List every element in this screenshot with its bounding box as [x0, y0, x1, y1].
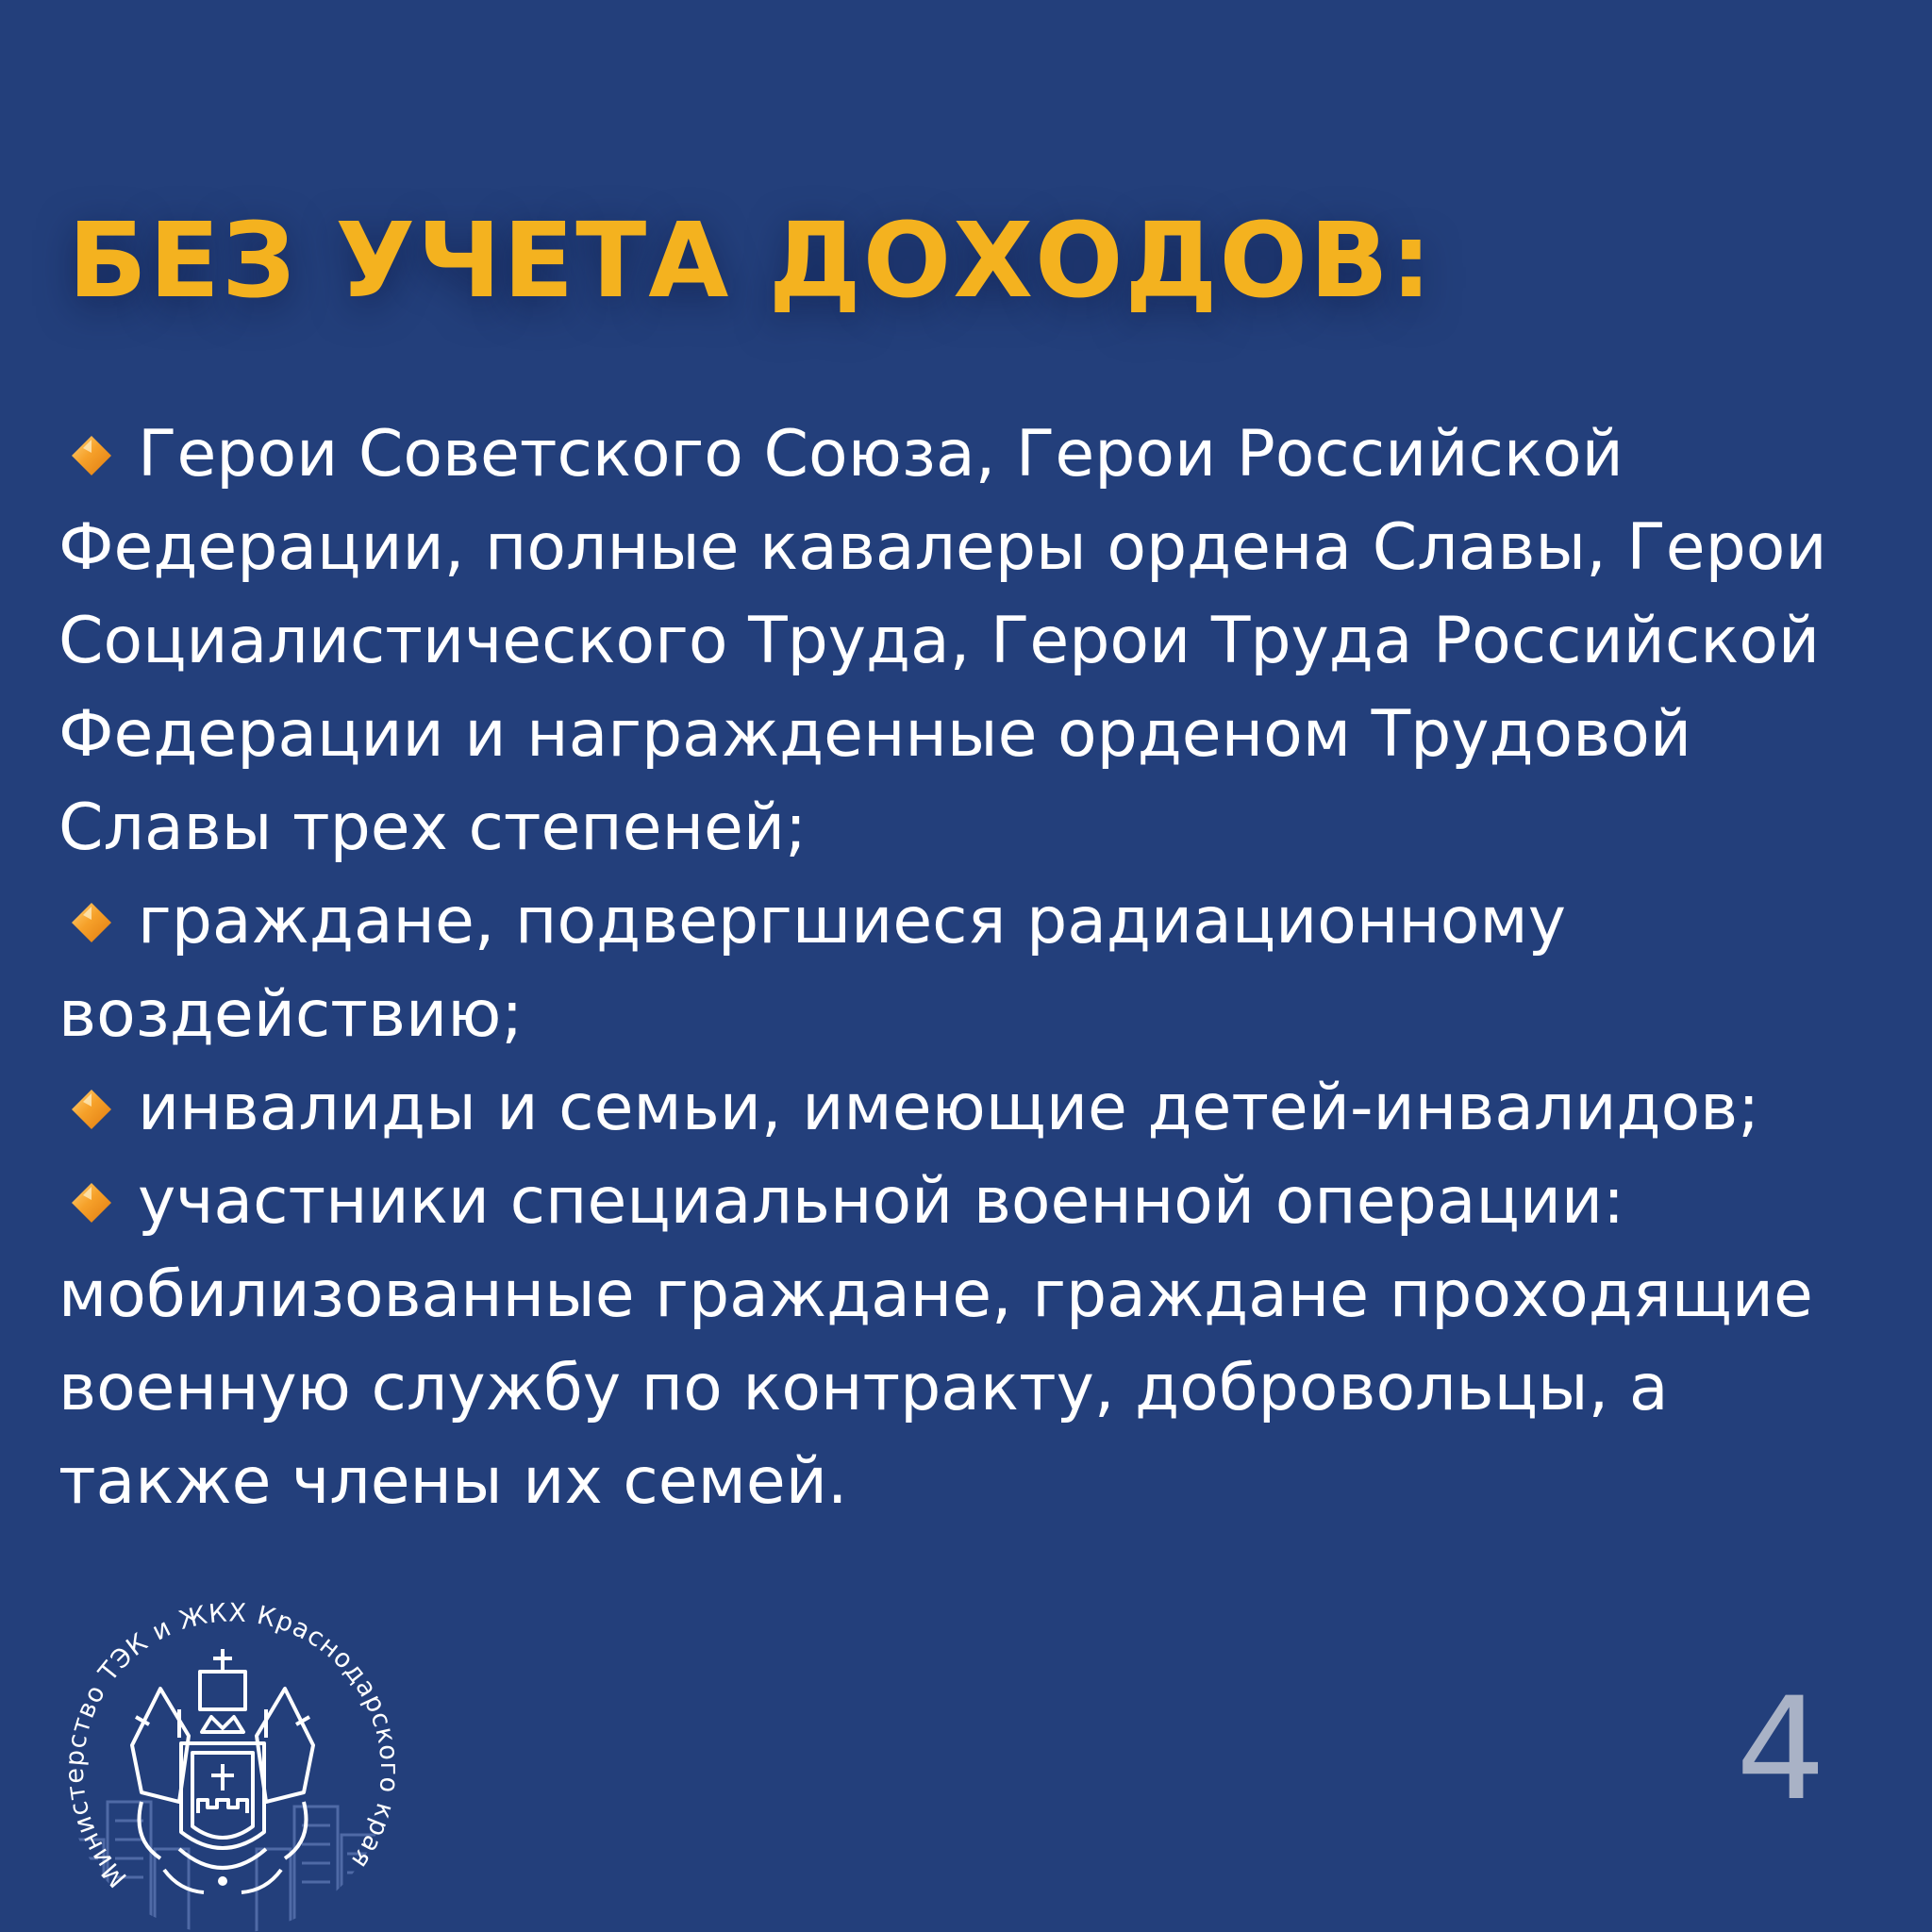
- page-number: 4: [1736, 1668, 1826, 1832]
- list-item: [58, 1061, 1889, 1155]
- list-item: [58, 874, 1889, 1061]
- list-item-text: граждане, подвергшиеся радиационному воздействию;: [58, 884, 1566, 1052]
- list-item-text: участники специальной военной операции: мобилизованные граждане, граждане проходящие военную службу по контракту, добровольцы, а также члены их семей.: [58, 1164, 1813, 1519]
- list-item-text: Герои Советского Союза, Герои Российской Федерации, полные кавалеры ордена Славы, Герои Социалистического Труда, Герои Труда Российской Федерации и награжденные орденом Трудовой Славы трех степеней;: [58, 417, 1827, 865]
- list-item: [58, 408, 1889, 874]
- ministry-logo: [38, 1566, 415, 1932]
- logo-circular-text: Министерство ТЭК и ЖКХ Краснодарского края: [59, 1598, 405, 1893]
- page-title: БЕЗ УЧЕТА ДОХОДОВ:: [68, 200, 1434, 321]
- orange-diamond-icon: [70, 434, 113, 477]
- orange-diamond-icon: [70, 1088, 113, 1131]
- orange-diamond-icon: [70, 1181, 113, 1224]
- list-item-text: инвалиды и семьи, имеющие детей-инвалидов;: [138, 1071, 1760, 1145]
- benefit-list: [58, 408, 1889, 1528]
- list-item: [58, 1155, 1889, 1528]
- orange-diamond-icon: [70, 901, 113, 944]
- krasnodar-coat-of-arms-icon: [132, 1649, 313, 1892]
